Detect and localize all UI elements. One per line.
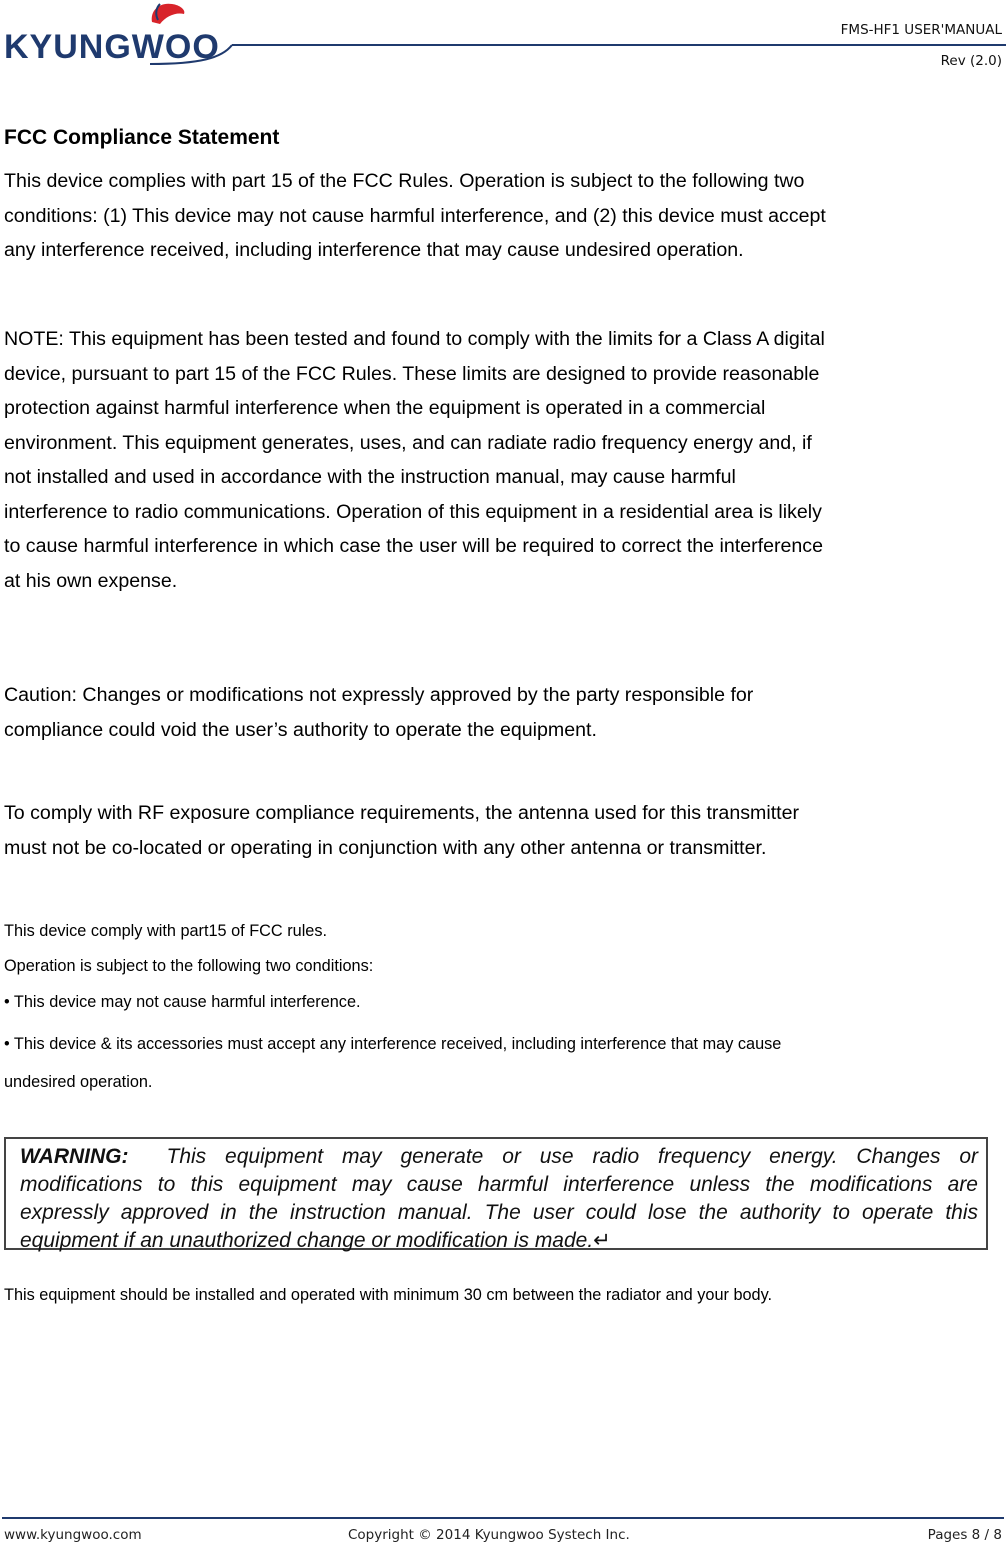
condition-bullet-1: • This device may not cause harmful interference. [4,993,361,1011]
text-line: device, pursuant to part 15 of the FCC Rules. These limits are designed to provide reasonable [4,362,820,385]
condition-bullet-2: • This device & its accessories must accept any interference received, including interference that may cause [4,1035,782,1053]
text-line: interference to radio communications. Operation of this equipment in a residential area is likely [4,500,822,523]
footer-website: www.kyungwoo.com [4,1527,142,1543]
caution-paragraph [4,678,994,747]
text-line: compliance could void the user’s authority to operate the equipment. [4,718,597,741]
warning-label: WARNING: [20,1145,129,1168]
page-number: Pages 8 / 8 [927,1527,1002,1543]
text-line: any interference received, including interference that may cause undesired operation. [4,239,744,261]
section-title: FCC Compliance Statement [4,126,280,149]
text-line: NOTE: This equipment has been tested and found to comply with the limits for a Class A digital [4,328,825,350]
warning-box [4,1137,988,1250]
text-line: must not be co-located or operating in conjunction with any other antenna or transmitter. [4,836,767,859]
warning-text-line: expressly approved in the instruction manual. The user could lose the authority to operate this [20,1201,978,1224]
warning-text-line: modifications to this equipment may cause harmful interference unless the modifications are [20,1173,978,1196]
condition-bullet-2-continued: undesired operation. [4,1073,153,1091]
text-line: to cause harmful interference in which case the user will be required to correct the interference [4,535,823,557]
text-line: at his own expense. [4,569,178,592]
warning-text-line: equipment if an unauthorized change or modification is made.↵ [20,1229,611,1252]
document-revision: Rev (2.0) [940,53,1002,69]
text-line: environment. This equipment generates, uses, and can radiate radio frequency energy and, if [4,431,812,454]
rf-exposure-paragraph [4,796,994,865]
conditions-intro: Operation is subject to the following two conditions: [4,957,374,975]
fcc-part15-statement: This device comply with part15 of FCC rules. [4,922,328,940]
footer-copyright: Copyright © 2014 Kyungwoo Systech Inc. [348,1527,630,1543]
text-line: protection against harmful interference when the equipment is operated in a commercial [4,397,766,419]
company-logo [0,0,240,70]
footer-rule [2,1517,1004,1519]
warning-text-line: This equipment may generate or use radio frequency energy. Changes or [166,1145,978,1168]
compliance-paragraph [4,164,994,268]
text-line: Caution: Changes or modifications not expressly approved by the party responsible for [4,684,754,706]
logo-bird-icon [152,4,185,24]
text-line: This device complies with part 15 of the FCC Rules. Operation is subject to the following two [4,170,805,192]
rf-distance-note: This equipment should be installed and operated with minimum 30 cm between the radiator and your body. [4,1286,773,1304]
logo-wordmark: KYUNGWOO [4,28,220,66]
text-line: conditions: (1) This device may not cause harmful interference, and (2) this device must accept [4,204,826,227]
note-paragraph [4,322,994,598]
document-title: FMS-HF1 USER'MANUAL [840,22,1002,38]
text-line: not installed and used in accordance with the instruction manual, may cause harmful [4,466,736,488]
text-line: To comply with RF exposure compliance requirements, the antenna used for this transmitter [4,802,800,824]
